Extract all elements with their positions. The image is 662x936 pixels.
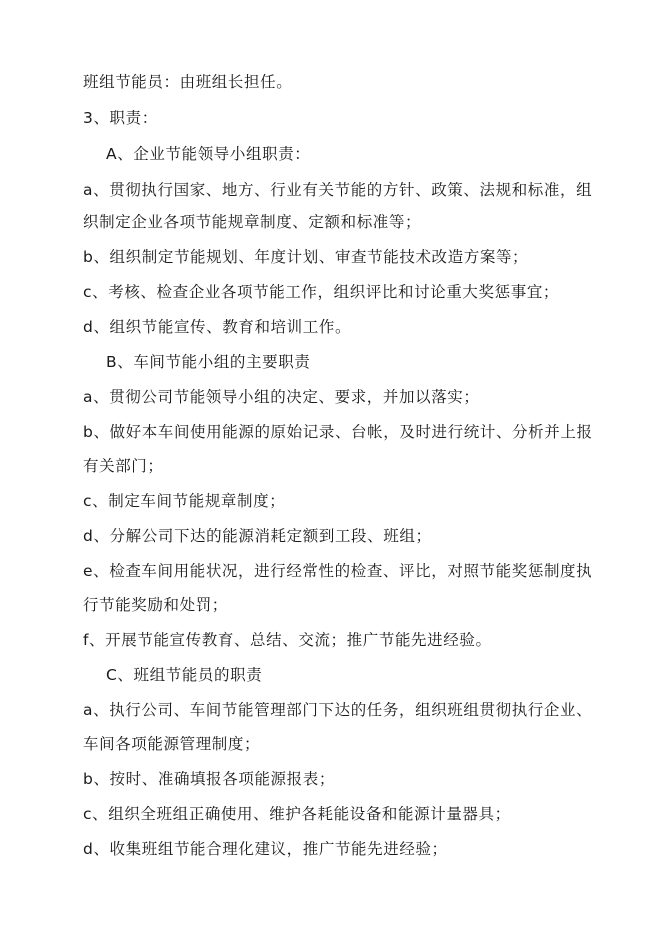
section-heading-a: A、企业节能领导小组职责：: [106, 145, 311, 163]
text-line-21: b、按时、准确填报各项能源报表；: [83, 770, 335, 788]
text-line-5: 织制定企业各项节能规章制度、定额和标准等；: [83, 213, 422, 231]
text-line-23: d、收集班组节能合理化建议，推广节能先进经验；: [83, 840, 448, 858]
section-heading-c: C、班组节能员的职责: [106, 666, 263, 684]
text-line-13: c、制定车间节能规章制度；: [83, 492, 286, 510]
text-line-20: 车间各项能源管理制度；: [83, 735, 261, 753]
text-line-12: 有关部门；: [83, 457, 164, 475]
text-line-2: 3、职责：: [83, 109, 158, 127]
text-line-6: b、组织制定节能规划、年度计划、审查节能技术改造方案等；: [83, 248, 529, 266]
text-line-1: 班组节能员：由班组长担任。: [83, 73, 293, 91]
text-line-4: a、贯彻执行国家、地方、行业有关节能的方针、政策、法规和标准，组: [83, 181, 593, 199]
text-line-15: e、检查车间用能状况，进行经常性的检查、评比，对照节能奖惩制度执: [83, 562, 593, 580]
section-heading-b: B、车间节能小组的主要职责: [106, 353, 311, 371]
text-line-10: a、贯彻公司节能领导小组的决定、要求，并加以落实；: [83, 388, 480, 406]
text-line-8: d、组织节能宣传、教育和培训工作。: [83, 318, 352, 336]
text-line-7: c、考核、检查企业各项节能工作，组织评比和讨论重大奖惩事宜；: [83, 283, 560, 301]
text-line-22: c、组织全班组正确使用、维护各耗能设备和能源计量器具；: [83, 805, 511, 823]
text-line-14: d、分解公司下达的能源消耗定额到工段、班组；: [83, 527, 432, 545]
text-line-11: b、做好本车间使用能源的原始记录、台帐，及时进行统计、分析并上报: [83, 423, 593, 441]
text-line-17: f、开展节能宣传教育、总结、交流；推广节能先进经验。: [83, 631, 492, 649]
text-line-19: a、执行公司、车间节能管理部门下达的任务，组织班组贯彻执行企业、: [83, 701, 593, 719]
text-line-16: 行节能奖励和处罚；: [83, 596, 228, 614]
